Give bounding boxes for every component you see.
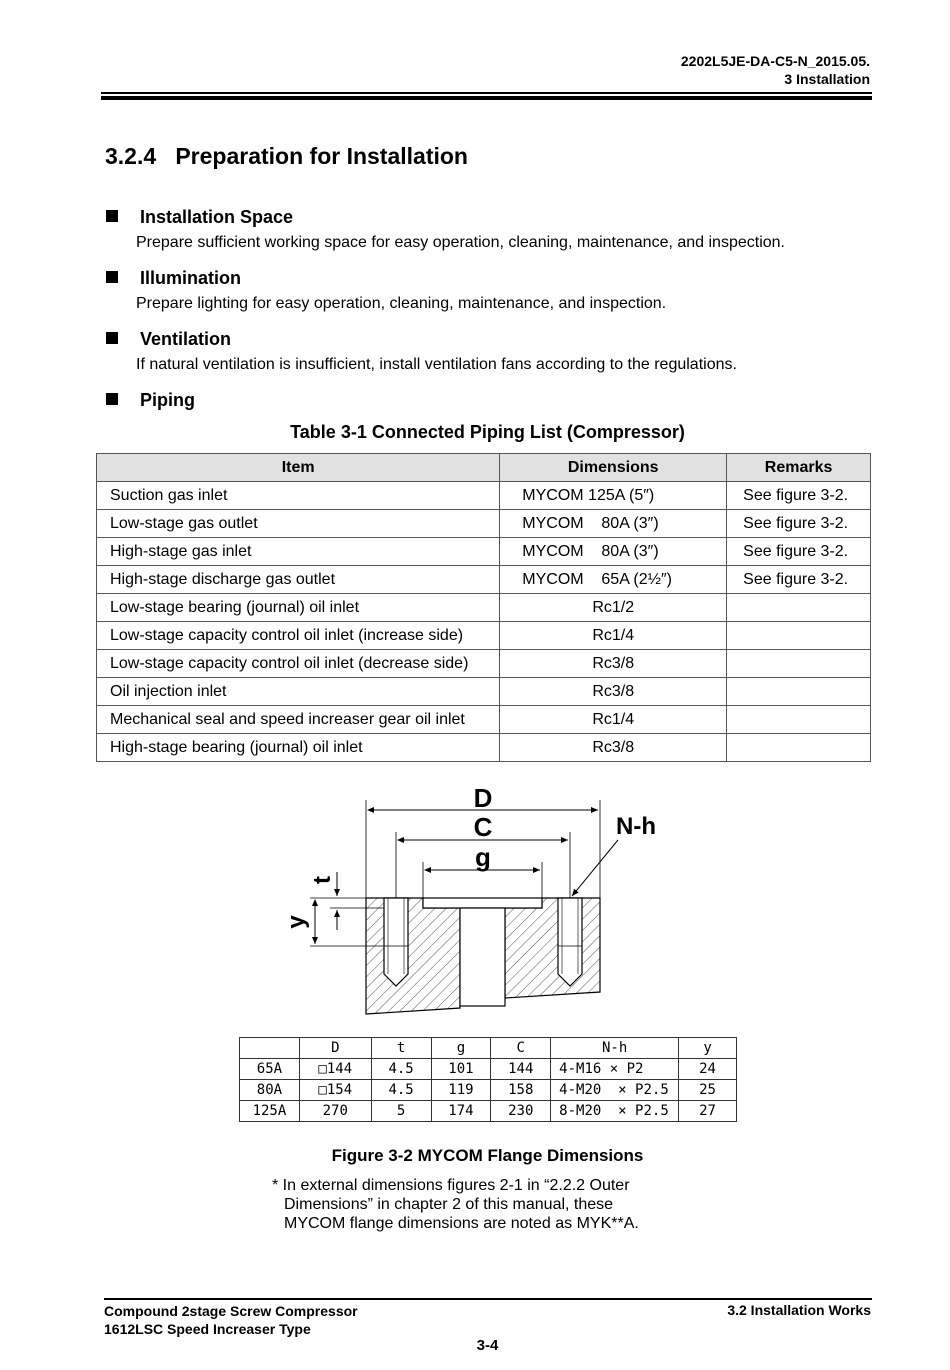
table-header-row [97,454,871,482]
dimension-cell: Rc3/8 [500,734,727,762]
dimension-cell: Rc1/4 [500,622,727,650]
column-header: Item [97,454,500,482]
chapter-label: 3 Installation [784,71,870,87]
dimension-cell: MYCOM 125A (5″) [500,482,727,510]
header-rule-thick [101,96,872,100]
table-row: 125A 270 5 174 230 8-M20 × P2.5 27 [240,1101,737,1122]
column-header [240,1038,300,1059]
figure-caption: Figure 3-2 MYCOM Flange Dimensions [331,1146,644,1165]
column-header: g [431,1038,491,1059]
label-t: t [309,876,336,884]
table-row [97,566,871,594]
item-cell: Low-stage gas outlet [97,510,500,538]
item-cell: Low-stage bearing (journal) oil inlet [97,594,500,622]
label-d: D [473,783,493,813]
remarks-cell [727,734,871,762]
flange-body-right [505,898,600,998]
bolt-hole-right [558,898,582,986]
column-header: C [491,1038,551,1059]
bolt-hole-left [384,898,408,986]
table-row: 80A □154 4.5 119 158 4-M20 × P2.5 25 [240,1080,737,1101]
label-g: g [475,842,491,872]
figure-note: * In external dimensions figures 2-1 in “2.2.2 Outer Dimensions” in chapter 2 of this manual, these MYCOM flange dimensions are noted as MYK**A. [272,1177,639,1232]
gasket-recess [423,898,542,908]
flange-bore [460,908,505,1006]
column-header: N-h [551,1038,679,1059]
bullet-ventilation: Ventilation [106,329,231,350]
square-bullet-icon [106,210,118,222]
item-cell: High-stage discharge gas outlet [97,566,500,594]
table-row [97,594,871,622]
table-row [97,706,871,734]
dimension-cell: MYCOM 65A (2½″) [500,566,727,594]
bullet-illumination: Illumination [106,268,241,289]
remarks-cell [727,678,871,706]
page-header [681,52,870,88]
table-row [97,482,871,510]
label-y: y [283,915,310,929]
item-cell: High-stage bearing (journal) oil inlet [97,734,500,762]
bullet-piping: Piping [106,390,195,411]
piping-table [96,453,871,762]
square-bullet-icon [106,393,118,405]
illumination-text: Prepare lighting for easy operation, cleaning, maintenance, and inspection. [136,295,667,312]
column-header: y [679,1038,737,1059]
remarks-cell [727,650,871,678]
dimension-cell: Rc1/2 [500,594,727,622]
table-row [97,510,871,538]
column-header: t [371,1038,431,1059]
flange-body-left [366,898,460,1014]
flange-table-header-row [240,1038,737,1059]
installation-space-text: Prepare sufficient working space for easy operation, cleaning, maintenance, and inspection. [136,234,785,251]
table-row [97,734,871,762]
dimension-cell: MYCOM 80A (3″) [500,538,727,566]
table-row [97,538,871,566]
remarks-cell [727,706,871,734]
label-n-h: N-h [616,813,656,840]
column-header: D [299,1038,371,1059]
label-c: C [473,812,493,842]
header-rule [101,92,872,94]
dimension-cell: MYCOM 80A (3″) [500,510,727,538]
item-cell: Low-stage capacity control oil inlet (decrease side) [97,650,500,678]
footer-section: 3.2 Installation Works [727,1302,871,1318]
remarks-cell: See figure 3-2. [727,566,871,594]
dimension-cell: Rc3/8 [500,678,727,706]
item-cell: Mechanical seal and speed increaser gear oil inlet [97,706,500,734]
remarks-cell: See figure 3-2. [727,510,871,538]
n-h-leader [572,840,618,896]
ventilation-text: If natural ventilation is insufficient, install ventilation fans according to the regulations. [136,356,737,373]
remarks-cell [727,594,871,622]
doc-id: 2202L5JE-DA-C5-N_2015.05. [680,53,870,69]
table-title: Table 3-1 Connected Piping List (Compressor) [290,422,685,442]
footer-product: Compound 2stage Screw Compressor 1612LSC Speed Increaser Type [104,1303,358,1337]
item-cell: Low-stage capacity control oil inlet (increase side) [97,622,500,650]
item-cell: Oil injection inlet [97,678,500,706]
flange-drawing [280,780,680,1025]
flange-dimension-table [239,1037,737,1122]
square-bullet-icon [106,332,118,344]
remarks-cell: See figure 3-2. [727,538,871,566]
item-cell: Suction gas inlet [97,482,500,510]
square-bullet-icon [106,271,118,283]
table-row [97,622,871,650]
page-number: 3-4 [476,1337,499,1354]
column-header: Dimensions [500,454,727,482]
section-title: 3.2.4 Preparation for Installation [105,143,468,169]
column-header: Remarks [727,454,871,482]
footer-rule [104,1298,872,1300]
table-row: 65A □144 4.5 101 144 4-M16 × P2 24 [240,1059,737,1080]
remarks-cell [727,622,871,650]
table-row [97,650,871,678]
remarks-cell: See figure 3-2. [727,482,871,510]
item-cell: High-stage gas inlet [97,538,500,566]
dimension-cell: Rc1/4 [500,706,727,734]
bullet-installation-space: Installation Space [106,207,293,228]
table-row [97,678,871,706]
dimension-cell: Rc3/8 [500,650,727,678]
